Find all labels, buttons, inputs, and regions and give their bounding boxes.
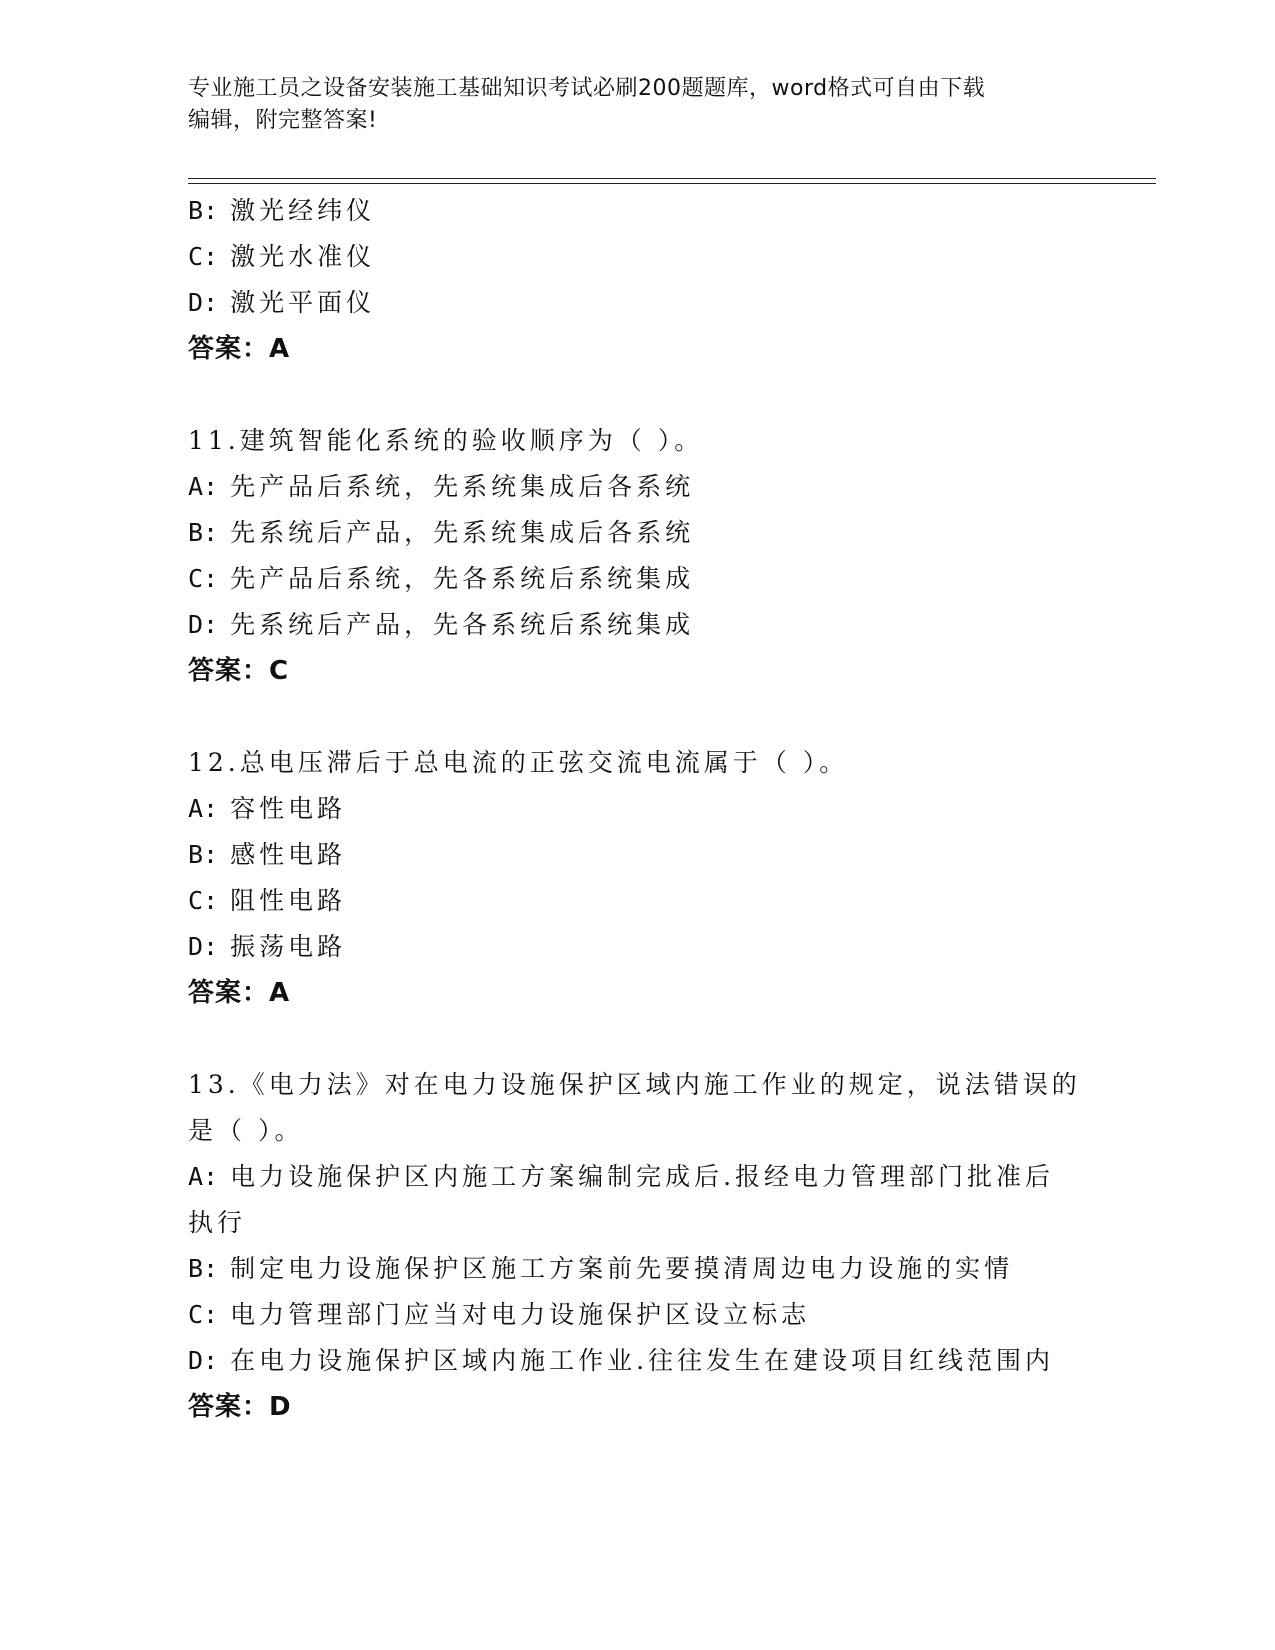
answer: 答案：A: [188, 978, 291, 1008]
question-11: [188, 418, 1088, 694]
question-stem-line-1: 13.《电力法》对在电力设施保护区域内施工作业的规定，说法错误的: [188, 1070, 1081, 1099]
option-d: D: 激光平面仪: [188, 288, 376, 317]
question-stem-line-2: 是（ ）。: [188, 1116, 304, 1145]
header-title-line-2: 编辑，附完整答案!: [188, 108, 378, 133]
question-12: [188, 740, 1088, 1016]
answer: 答案：D: [188, 1392, 292, 1422]
option-c: C: 电力管理部门应当对电力设施保护区设立标志: [188, 1300, 811, 1329]
option-d: D: 在电力设施保护区域内施工作业.往往发生在建设项目红线范围内: [188, 1346, 1055, 1375]
question-list: [188, 188, 1088, 1430]
document-header: [188, 73, 1088, 137]
option-c: C: 阻性电路: [188, 886, 347, 915]
question-stem: 11.建筑智能化系统的验收顺序为（ ）。: [188, 426, 704, 455]
answer: 答案：C: [188, 656, 290, 686]
option-d: D: 先系统后产品，先各系统后系统集成: [188, 610, 695, 639]
header-divider-bottom: [188, 183, 1156, 184]
option-a: A: 容性电路: [188, 794, 347, 823]
question-13: [188, 1062, 1088, 1430]
option-d: D: 振荡电路: [188, 932, 347, 961]
option-a-continued: 执行: [188, 1208, 247, 1237]
option-c: C: 激光水准仪: [188, 242, 376, 271]
option-b: B: 激光经纬仪: [188, 196, 376, 225]
question-stem: 12.总电压滞后于总电流的正弦交流电流属于（ ）。: [188, 748, 849, 777]
option-c: C: 先产品后系统，先各系统后系统集成: [188, 564, 695, 593]
answer: 答案：A: [188, 334, 291, 364]
header-title-line-1: 专业施工员之设备安装施工基础知识考试必刷200题题库，word格式可自由下载: [188, 76, 986, 101]
header-divider-top: [188, 178, 1156, 179]
option-a: A: 电力设施保护区内施工方案编制完成后.报经电力管理部门批准后: [188, 1162, 1055, 1191]
option-b: B: 先系统后产品，先系统集成后各系统: [188, 518, 695, 547]
question-10: [188, 188, 1088, 372]
option-a: A: 先产品后系统，先系统集成后各系统: [188, 472, 695, 501]
option-b: B: 制定电力设施保护区施工方案前先要摸清周边电力设施的实情: [188, 1254, 1014, 1283]
option-b: B: 感性电路: [188, 840, 347, 869]
